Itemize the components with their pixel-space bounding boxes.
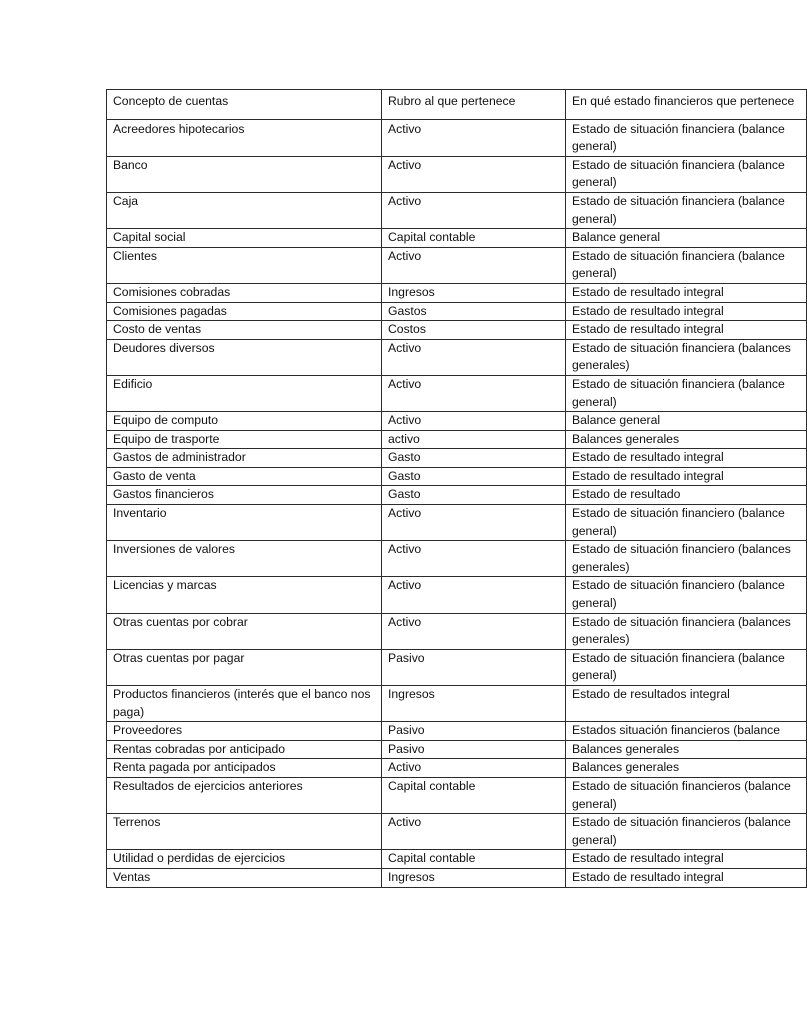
table-row [107,577,807,613]
cell-rubro: Capital contable [382,777,566,813]
cell-estado-financiero: Balance general [566,412,807,431]
cell-concepto: Inversiones de valores [107,541,382,577]
cell-concepto: Gasto de venta [107,467,382,486]
cell-concepto: Rentas cobradas por anticipado [107,740,382,759]
header-rubro: Rubro al que pertenece [382,90,566,120]
table-row [107,740,807,759]
cell-rubro: Pasivo [382,649,566,685]
cell-rubro: Activo [382,375,566,411]
cell-concepto: Licencias y marcas [107,577,382,613]
cell-rubro: Activo [382,119,566,156]
cell-concepto: Proveedores [107,722,382,741]
cell-estado-financiero: Estado de situación financieros (balance general) [566,814,807,850]
cell-concepto: Inventario [107,505,382,541]
table-row [107,541,807,577]
table-row [107,759,807,778]
table-row [107,283,807,302]
cell-concepto: Equipo de trasporte [107,430,382,449]
table-row [107,814,807,850]
cell-estado-financiero: Estado de resultado integral [566,302,807,321]
cell-rubro: Ingresos [382,686,566,722]
cell-estado-financiero: Balances generales [566,759,807,778]
table-row [107,229,807,248]
cell-estado-financiero: Estado de situación financiero (balance general) [566,505,807,541]
table-row [107,686,807,722]
cell-estado-financiero: Estado de situación financiera (balance general) [566,192,807,228]
cell-concepto: Otras cuentas por pagar [107,649,382,685]
cell-estado-financiero: Estado de resultado integral [566,868,807,887]
cell-estado-financiero: Estado de situación financiera (balance general) [566,649,807,685]
cell-concepto: Clientes [107,247,382,283]
accounts-table-body [107,90,807,888]
cell-concepto: Otras cuentas por cobrar [107,613,382,649]
cell-estado-financiero: Estado de situación financiera (balance general) [566,156,807,192]
table-row [107,850,807,869]
cell-rubro: Gasto [382,486,566,505]
cell-rubro: Activo [382,759,566,778]
cell-estado-financiero: Balance general [566,229,807,248]
cell-concepto: Comisiones pagadas [107,302,382,321]
cell-estado-financiero: Estado de situación financiera (balance general) [566,247,807,283]
cell-concepto: Banco [107,156,382,192]
table-row [107,430,807,449]
cell-rubro: Activo [382,505,566,541]
header-concepto: Concepto de cuentas [107,90,382,120]
cell-estado-financiero: Estado de resultado [566,486,807,505]
cell-concepto: Edificio [107,375,382,411]
cell-estado-financiero: Estado de situación financiera (balances generales) [566,339,807,375]
header-row [107,90,807,120]
table-row [107,412,807,431]
cell-concepto: Costo de ventas [107,321,382,340]
cell-estado-financiero: Estado de situación financiera (balance general) [566,119,807,156]
cell-estado-financiero: Estados situación financieros (balance [566,722,807,741]
cell-rubro: Costos [382,321,566,340]
cell-concepto: Resultados de ejercicios anteriores [107,777,382,813]
cell-rubro: Pasivo [382,740,566,759]
cell-rubro: Activo [382,192,566,228]
cell-rubro: Activo [382,412,566,431]
cell-rubro: Gasto [382,467,566,486]
table-row [107,868,807,887]
cell-concepto: Caja [107,192,382,228]
cell-concepto: Gastos de administrador [107,449,382,468]
cell-estado-financiero: Estado de resultado integral [566,467,807,486]
cell-rubro: Capital contable [382,850,566,869]
cell-concepto: Productos financieros (interés que el banco nos paga) [107,686,382,722]
cell-estado-financiero: Estado de situación financiera (balance general) [566,375,807,411]
cell-estado-financiero: Balances generales [566,740,807,759]
cell-rubro: activo [382,430,566,449]
table-row [107,613,807,649]
table-row [107,119,807,156]
cell-concepto: Acreedores hipotecarios [107,119,382,156]
cell-estado-financiero: Estado de situación financiero (balances generales) [566,541,807,577]
cell-concepto: Comisiones cobradas [107,283,382,302]
table-row [107,339,807,375]
accounts-table [106,89,807,888]
cell-concepto: Gastos financieros [107,486,382,505]
cell-estado-financiero: Estado de situación financieros (balance general) [566,777,807,813]
cell-concepto: Ventas [107,868,382,887]
cell-concepto: Renta pagada por anticipados [107,759,382,778]
table-row [107,649,807,685]
cell-rubro: Gasto [382,449,566,468]
cell-rubro: Activo [382,156,566,192]
cell-rubro: Capital contable [382,229,566,248]
table-row [107,321,807,340]
table-row [107,192,807,228]
cell-estado-financiero: Estado de situación financiero (balance general) [566,577,807,613]
table-row [107,777,807,813]
table-row [107,486,807,505]
cell-estado-financiero: Estado de resultado integral [566,283,807,302]
cell-rubro: Pasivo [382,722,566,741]
cell-rubro: Activo [382,577,566,613]
table-row [107,375,807,411]
cell-rubro: Ingresos [382,868,566,887]
cell-rubro: Activo [382,339,566,375]
cell-rubro: Activo [382,247,566,283]
cell-estado-financiero: Estado de resultado integral [566,850,807,869]
cell-concepto: Equipo de computo [107,412,382,431]
table-row [107,302,807,321]
cell-estado-financiero: Balances generales [566,430,807,449]
cell-rubro: Activo [382,814,566,850]
cell-concepto: Capital social [107,229,382,248]
cell-estado-financiero: Estado de resultado integral [566,449,807,468]
table-row [107,449,807,468]
header-estado-financiero: En qué estado financieros que pertenece [566,90,807,120]
cell-concepto: Terrenos [107,814,382,850]
cell-estado-financiero: Estado de resultado integral [566,321,807,340]
table-row [107,156,807,192]
table-row [107,505,807,541]
table-row [107,722,807,741]
cell-concepto: Utilidad o perdidas de ejercicios [107,850,382,869]
table-row [107,247,807,283]
cell-estado-financiero: Estado de situación financiera (balances generales) [566,613,807,649]
cell-concepto: Deudores diversos [107,339,382,375]
cell-rubro: Gastos [382,302,566,321]
table-row [107,467,807,486]
cell-rubro: Activo [382,541,566,577]
cell-rubro: Ingresos [382,283,566,302]
cell-rubro: Activo [382,613,566,649]
cell-estado-financiero: Estado de resultados integral [566,686,807,722]
